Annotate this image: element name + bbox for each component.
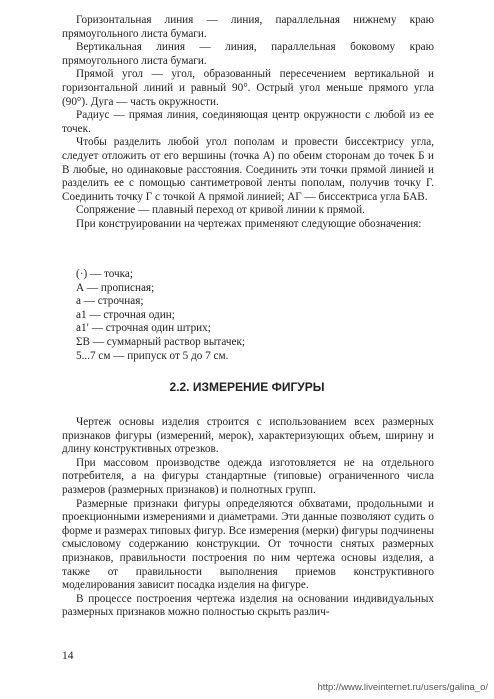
paragraph: При конструировании на чертежах применяют следующие обозначения: bbox=[76, 217, 422, 230]
paragraph: Сопряжение — плавный переход от кривой линии к прямой. bbox=[76, 204, 365, 217]
list-item: 5...7 см — припуск от 5 до 7 см. bbox=[76, 349, 229, 362]
paragraph: Чтобы разделить любой угол пополам и провести биссектрису угла, следует отложить от его вершины (точка А) по обеим сторонам до точек Б и В любые, но одинаковые расстояния. Соединить эти точки прямой линией и разделить ее с помощью сантиметровой ленты пополам, получив точку Г. Соединить точку Г с точкой А прямой линией; АГ — биссектриса угла БАВ. bbox=[62, 136, 434, 203]
section-heading: 2.2. ИЗМЕРЕНИЕ ФИГУРЫ bbox=[169, 380, 325, 394]
watermark-url: http://www.liveinternet.ru/users/galina_o/ bbox=[317, 682, 488, 693]
paragraph: Вертикальная линия — линия, параллельная боковому краю прямоугольного листа бумаги. bbox=[62, 41, 434, 67]
list-item: А — прописная; bbox=[76, 281, 155, 294]
top-text-block bbox=[62, 14, 434, 232]
paragraph: В процессе построения чертежа изделия на основании индивидуальных размерных признаков можно полностью скрыть различ- bbox=[62, 592, 434, 619]
paragraph: Горизонтальная линия — линия, параллельная нижнему краю прямоугольного листа бумаги. bbox=[62, 14, 434, 40]
bottom-text-block bbox=[62, 416, 434, 620]
paragraph: Размерные признаки фигуры определяются обхватами, продольными и проекционными измерениями и диаметрами. Эти данные позволяют судить о форме и размерах типовых фигур. Все измерения (мерки) фигуры подчинены смысловому содержанию конструкции. От точности снятых размерных признаков, правильности построения по ним чертежа основы изделия, а также от правильности выполнения приемов конструктивного моделирования зависит посадка изделия на фигуре. bbox=[62, 497, 434, 592]
page-number: 14 bbox=[62, 650, 74, 662]
notation-list bbox=[76, 268, 245, 363]
list-item: ΣВ — суммарный раствор вытачек; bbox=[76, 335, 246, 348]
list-item: а1′ — строчная один штрих; bbox=[76, 322, 211, 335]
paragraph: Радиус — прямая линия, соединяющая центр окружности с любой из ее точек. bbox=[62, 109, 434, 135]
paragraph: Прямой угол — угол, образованный пересечением вертикальной и горизонтальной линий и равный 90°. Острый угол меньше прямого угла (90°). Дуга — часть окружности. bbox=[62, 68, 434, 108]
list-item: а1 — строчная один; bbox=[76, 308, 175, 321]
paragraph: Чертеж основы изделия строится с использованием всех размерных признаков фигуры (измерений, мерок), характеризующих объем, ширину и длину конструктивных отрезков. bbox=[62, 416, 434, 456]
paragraph: При массовом производстве одежда изготовляется не на отдельного потребителя, а на фигуры стандартные (типовые) ограниченного числа размеров (размерных признаков) и полнотных групп. bbox=[62, 456, 434, 496]
list-item: (·) — точка; bbox=[76, 268, 133, 280]
list-item: а — строчная; bbox=[76, 295, 144, 308]
